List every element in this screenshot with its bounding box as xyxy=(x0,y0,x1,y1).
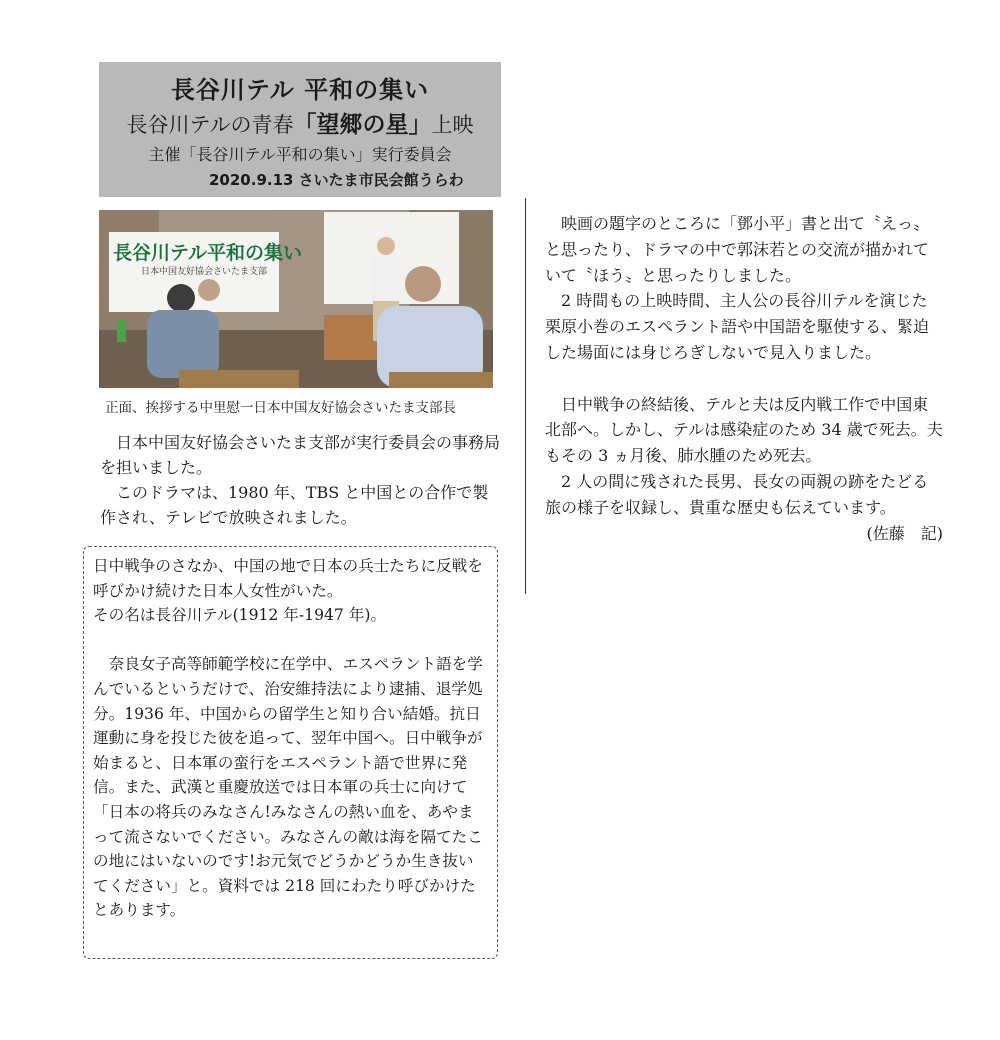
signature: (佐藤 記) xyxy=(866,523,943,543)
photo-banner-subtitle: 日本中国友好協会さいたま支部 xyxy=(141,267,268,277)
event-header xyxy=(99,62,501,197)
right-article xyxy=(545,211,943,546)
left-paragraph: このドラマは、1980 年、TBS と中国との合作で製作され、テレビで放映されました。 xyxy=(100,483,489,527)
subtitle-suffix: 上映 xyxy=(431,113,474,137)
right-paragraph: 映画の題字のところに「鄧小平」書と出て〝えっ〟と思ったり、ドラマの中で郭沫若との交流が描かれていて〝ほう〟と思ったりしました。 xyxy=(545,214,930,285)
right-paragraph: 日中戦争の終結後、テルと夫は反内戦工作で中国東北部へ。しかし、テルは感染症のため 34 歳で死去。夫もその 3 ヵ月後、肺水腫のため死去。 xyxy=(545,394,943,466)
closing-text: 2 人の間に残された長男、長女の両親の跡をたどる旅の様子を収録し、貴重な歴史も伝えています。 xyxy=(545,471,929,517)
profile-body: 奈良女子高等師範学校に在学中、エスペラント語を学んでいるというだけで、治安維持法により逮捕、退学処分。1936 年、中国からの留学生と知り合い結婚。抗日運動に身を投じた彼を追って、翌年中国へ。日中戦争が始まると、日本軍の蛮行をエスペラント語で世界に発信。また、武漢と重慶放送では日本軍の兵士に向けて「日本の将兵のみなさん!みなさんの熱い血を、あやまって流さないでください。みなさんの敵は海を隔てたこの地にはいないのです!お元気でどうかどうか生き抜いてください」と。資料では 218 回にわたり呼びかけたとあります。 xyxy=(93,655,483,920)
teru-profile-box xyxy=(83,546,498,959)
left-article xyxy=(100,430,500,530)
photo-banner-title: 長谷川テル平和の集い xyxy=(113,242,303,264)
photo-caption: 正面、挨拶する中里慰一日本中国友好協会さいたま支部長 xyxy=(105,400,456,416)
organizer-line: 主催「長谷川テル平和の集い」実行委員会 xyxy=(148,145,452,164)
column-divider xyxy=(525,198,526,594)
date-venue: 2020.9.13 さいたま市民会館うらわ xyxy=(209,171,464,189)
event-subtitle xyxy=(99,106,501,139)
film-title: 「望郷の星」 xyxy=(293,112,432,138)
profile-intro: 日中戦争のさなか、中国の地で日本の兵士たちに反戦を呼びかけ続けた日本人女性がいた。 xyxy=(93,557,483,600)
right-paragraph: 2 時間もの上映時間、主人公の長谷川テルを演じた栗原小巻のエスペラント語や中国語を駆使する、緊迫した場面には身じろぎしないで見入りました。 xyxy=(545,291,930,362)
event-photo xyxy=(99,210,493,388)
right-paragraph xyxy=(545,469,943,543)
event-title: 長谷川テル 平和の集い xyxy=(170,76,430,104)
left-paragraph: 日本中国友好協会さいたま支部が実行委員会の事務局を担いました。 xyxy=(100,433,501,477)
subtitle-prefix: 長谷川テルの青春 xyxy=(126,113,294,137)
profile-name-years: その名は長谷川テル(1912 年-1947 年)。 xyxy=(93,606,387,625)
